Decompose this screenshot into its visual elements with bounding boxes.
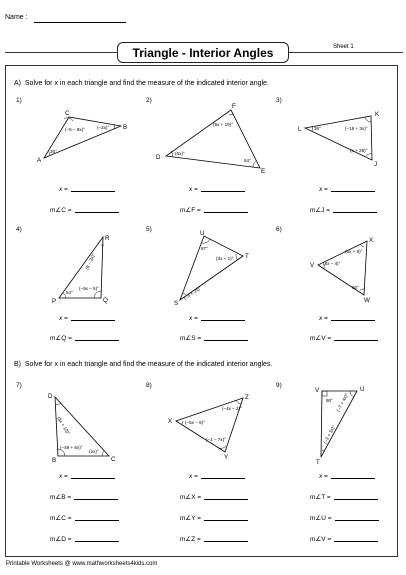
angle-label: 60° [352, 285, 359, 290]
answer-angle[interactable]: m∠J = [310, 206, 377, 214]
angle-label: 54° [66, 290, 73, 295]
section-b-instruction: B) Solve for x in each triangle and find the measure of the indicated interior angles. [14, 361, 273, 368]
vertex-label: P [52, 298, 57, 305]
angle-label: 36° [314, 126, 321, 131]
triangle-stu [180, 236, 243, 300]
footer-credit: Printable Worksheets @ www.mathworksheets4kids.com [6, 561, 158, 567]
vertex-label: J [374, 161, 378, 168]
page-title: Triangle - Interior Angles [132, 46, 274, 60]
answer-angle[interactable]: m∠C = [50, 206, 119, 214]
answer-x[interactable]: x = [59, 315, 115, 322]
problem-number: 9) [276, 382, 282, 389]
angle-label: 87° [201, 246, 208, 251]
angle-label: (2x)° [89, 449, 99, 454]
vertex-label: V [310, 262, 315, 269]
vertex-label: T [245, 253, 249, 260]
angle-label: (5x + 6)° [345, 249, 363, 254]
problem-number: 2) [146, 97, 152, 104]
section-a-instruction: A) Solve for x in each triangle and find the measure of the indicated interior angle. [14, 80, 269, 87]
vertex-label: C [111, 456, 116, 463]
angle-label: (–4x – 2)° [222, 406, 242, 411]
angle-label: (–9x – 5)° [79, 286, 99, 291]
vertex-label: L [298, 126, 302, 133]
vertex-label: Y [224, 454, 229, 461]
vertex-label: D [48, 393, 53, 400]
answer-x[interactable]: x = [189, 315, 245, 322]
answer-x[interactable]: x = [319, 315, 375, 322]
vertex-label: S [174, 300, 179, 307]
vertex-label: R [105, 235, 110, 242]
angle-label: (–5 – 8x)° [65, 127, 85, 132]
answer-angle[interactable]: m∠D = [50, 535, 119, 543]
problem-number: 3) [276, 97, 282, 104]
name-label: Name : [5, 14, 28, 21]
vertex-label: C [65, 110, 70, 117]
angle-label: (–3 + 3x)° [322, 424, 337, 445]
problem-number: 5) [146, 226, 152, 233]
answer-angle[interactable]: m∠S = [180, 334, 248, 342]
answer-x[interactable]: x = [59, 473, 115, 480]
vertex-label: W [364, 297, 370, 304]
answer-x[interactable]: x = [189, 473, 245, 480]
vertex-label: K [375, 111, 380, 118]
angle-label: (–2x)° [97, 125, 110, 130]
problem-number: 4) [16, 226, 22, 233]
angle-label: 90° [326, 398, 333, 403]
answer-angle[interactable]: m∠F = [180, 206, 248, 214]
answer-angle[interactable]: m∠Q = [50, 334, 119, 342]
answer-angle[interactable]: m∠B = [50, 493, 118, 501]
vertex-label: Z [245, 394, 249, 401]
angle-label: (–19 + 3x)° [345, 126, 368, 131]
sheet-label: Sheet 1 [333, 44, 354, 50]
problem-number: 6) [276, 226, 282, 233]
angle-label: 35° [50, 149, 57, 154]
problem-number: 7) [16, 382, 22, 389]
vertex-label: U [360, 386, 365, 393]
answer-angle[interactable]: m∠X = [180, 493, 248, 501]
vertex-label: X [369, 237, 374, 244]
angle-label: (–49 + 6x)° [60, 445, 83, 450]
answer-angle[interactable]: m∠C = [50, 514, 119, 522]
problem-number: 8) [146, 382, 152, 389]
angle-label: (3x + 1)° [216, 256, 234, 261]
angle-label: (3x + 10)° [56, 415, 72, 436]
angle-label: (–5x – 9)° [185, 420, 205, 425]
answer-x[interactable]: x = [189, 186, 245, 193]
angle-label: (9x + 19)° [213, 122, 234, 127]
vertex-label: B [52, 457, 57, 464]
angle-label: (8x – 4)° [323, 261, 341, 266]
angle-label: (–3 + 2x)° [182, 285, 203, 301]
answer-x[interactable]: x = [319, 186, 375, 193]
vertex-label: A [37, 157, 42, 164]
angle-label: (–1 – 7x)° [206, 437, 226, 442]
answer-angle[interactable]: m∠Z = [180, 535, 248, 543]
vertex-label: T [316, 459, 320, 466]
vertex-label: X [168, 418, 173, 425]
vertex-label: V [315, 387, 320, 394]
answer-angle[interactable]: m∠Y = [180, 514, 248, 522]
answer-angle[interactable]: m∠U = [310, 514, 379, 522]
answer-x[interactable]: x = [319, 473, 375, 480]
triangle-ljk [305, 116, 372, 160]
vertex-label: D [156, 154, 161, 161]
angle-label: (x + 28)° [350, 148, 368, 153]
vertex-label: U [200, 230, 205, 237]
vertex-label: E [261, 168, 266, 175]
answer-angle[interactable]: m∠T = [310, 493, 378, 501]
problem-number: 1) [16, 97, 22, 104]
vertex-label: B [123, 124, 128, 131]
answer-angle[interactable]: m∠V = [310, 334, 378, 342]
angle-label: 54° [244, 158, 251, 163]
angle-label: (6x)° [175, 151, 185, 156]
vertex-label: F [232, 103, 236, 110]
vertex-label: Q [103, 297, 108, 304]
answer-x[interactable]: x = [59, 186, 115, 193]
angle-label: (–7 + 4x)° [335, 392, 350, 413]
angle-label: (8 – 3x)° [84, 252, 97, 271]
answer-angle[interactable]: m∠V = [310, 535, 378, 543]
